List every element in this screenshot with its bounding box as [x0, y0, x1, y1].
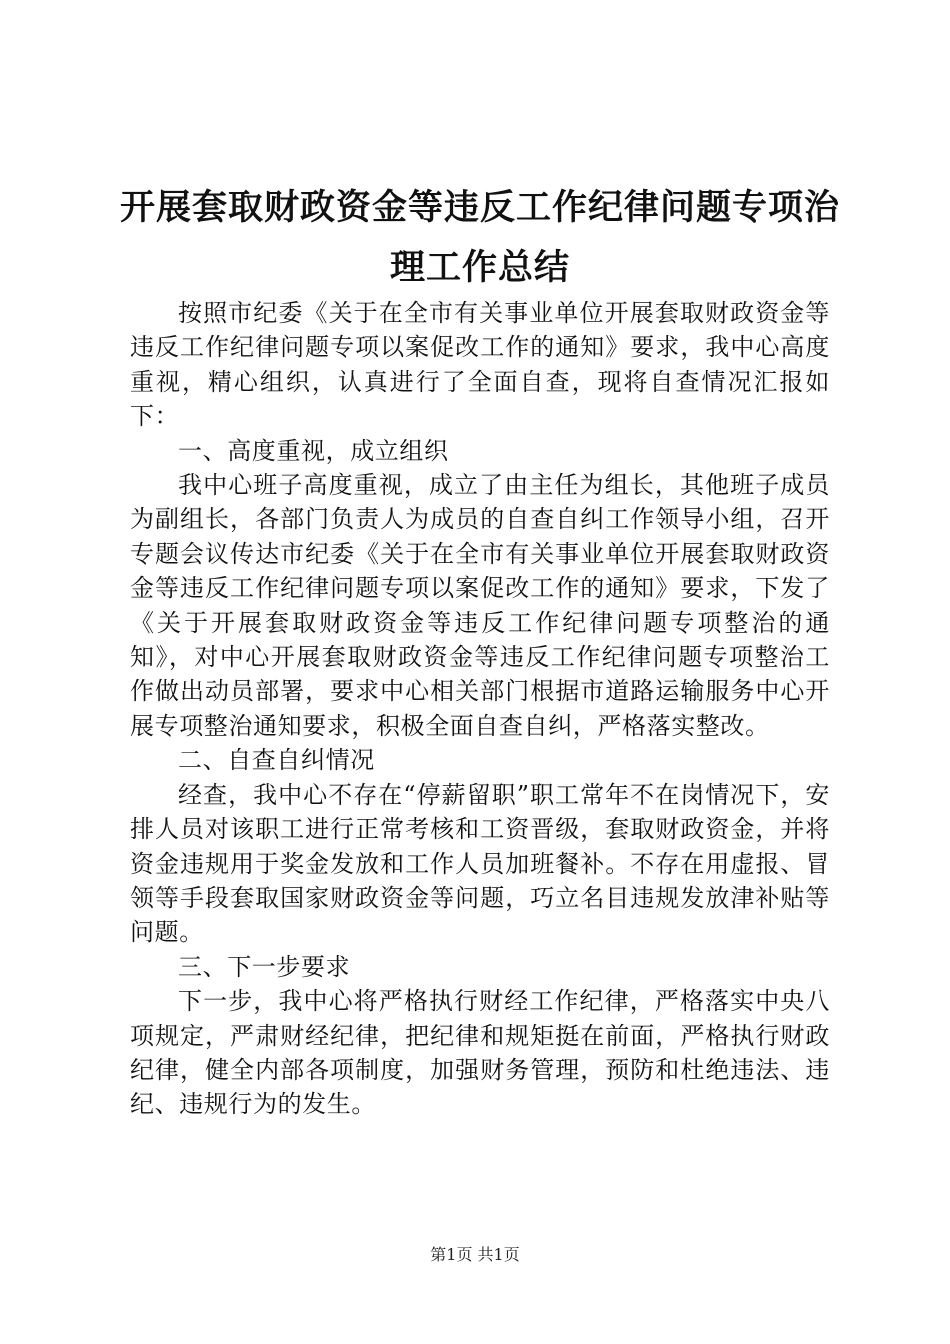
- page-footer: 第1页 共1页: [430, 1245, 520, 1264]
- section-heading-2: 二、自查自纠情况: [178, 746, 375, 775]
- section-body-3: 下一步，我中心将严格执行财经工作纪律，严格落实中央八项规定，严肃财经纪律，把纪律和规矩挺在前面，严格执行财政纪律，健全内部各项制度，加强财务管理，预防和杜绝违法、违纪、违规行为的发生。: [130, 987, 830, 1119]
- section-body-2: 经查，我中心不存在“停薪留职”职工常年不在岗情况下，安排人员对该职工进行正常考核和工资晋级，套取财政资金，并将资金违规用于奖金发放和工作人员加班餐补。不存在用虚报、冒领等手段套取国家财政资金等问题，巧立名目违规发放津补贴等问题。: [130, 780, 830, 947]
- section-body-1: 我中心班子高度重视，成立了由主任为组长，其他班子成员为副组长，各部门负责人为成员的自查自纠工作领导小组，召开专题会议传达市纪委《关于在全市有关事业单位开展套取财政资金等违反工作纪律问题专项以案促改工作的通知》要求，下发了《关于开展套取财政资金等违反工作纪律问题专项整治的通知》，对中心开展套取财政资金等违反工作纪律问题专项整治工作做出动员部署，要求中心相关部门根据市道路运输服务中心开展专项整治通知要求，积极全面自查自纠，严格落实整改。: [130, 471, 830, 740]
- document-title-line-2: 理工作总结: [389, 247, 570, 288]
- intro-paragraph: 按照市纪委《关于在全市有关事业单位开展套取财政资金等违反工作纪律问题专项以案促改工作的通知》要求，我中心高度重视，精心组织，认真进行了全面自查，现将自查情况汇报如下：: [130, 299, 830, 431]
- section-heading-1: 一、高度重视，成立组织: [178, 436, 449, 465]
- document-body: [130, 296, 830, 1122]
- section-heading-3: 三、下一步要求: [178, 952, 351, 981]
- document-title-line-1: 开展套取财政资金等违反工作纪律问题专项治: [120, 187, 841, 228]
